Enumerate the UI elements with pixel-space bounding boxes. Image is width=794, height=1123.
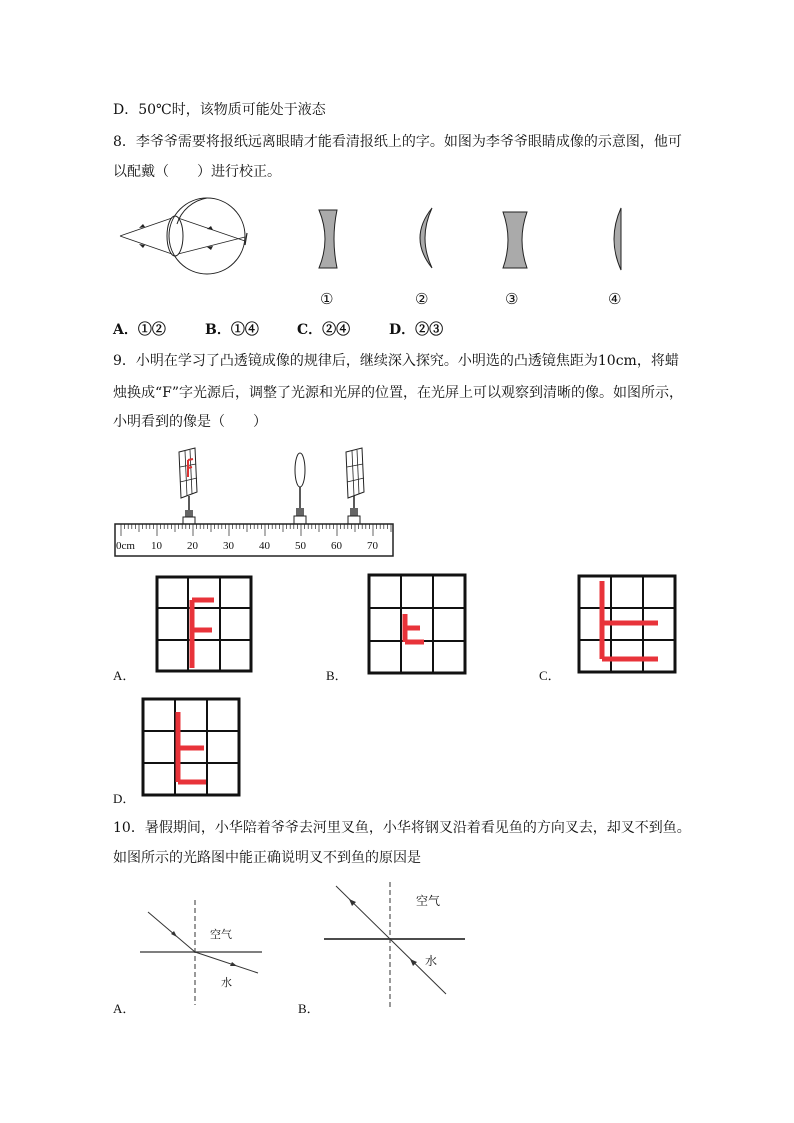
ruler-label-50: 50 [295, 540, 306, 552]
q9-option-b-grid [368, 574, 466, 674]
q9-option-d-grid [142, 698, 240, 796]
lens-label-3: ③ [505, 290, 519, 308]
ruler-label-20: 20 [187, 540, 198, 552]
q8-stem-line1: 8．李爷爷需要将报纸远离眼睛才能看清报纸上的字。如图为李爷爷眼睛成像的示意图，他可 [113, 134, 682, 150]
q8-option-b: B．①④ [205, 322, 259, 338]
q9-option-c-label: C． [539, 668, 561, 683]
q10-b-water-label: 水 [425, 954, 438, 968]
q7-option-d: D．50℃时，该物质可能处于液态 [113, 102, 326, 118]
q10-option-b-diagram [322, 882, 470, 1012]
ruler-label-70: 70 [367, 540, 378, 552]
q10-stem-line1: 10．暑假期间，小华陪着爷爷去河里叉鱼，小华将钢叉沿着看见鱼的方向叉去，却叉不到鱼。 [113, 820, 691, 836]
q9-stem-line1: 9．小明在学习了凸透镜成像的规律后，继续深入探究。小明选的凸透镜焦距为10cm，将蜡 [113, 353, 679, 369]
ruler-label-10: 10 [151, 540, 162, 552]
q10-stem-line2: 如图所示的光路图中能正确说明叉不到鱼的原因是 [113, 850, 421, 866]
q10-b-air-label: 空气 [416, 894, 441, 908]
q10-option-a-label: A． [113, 1001, 136, 1016]
ruler-label-60: 60 [331, 540, 342, 552]
ruler-label-0: 0cm [116, 540, 135, 552]
q9-stem-line2: 烛换成“F”字光源后，调整了光源和光屏的位置，在光屏上可以观察到清晰的像。如图所示， [113, 385, 684, 401]
q8-option-d: D．②③ [389, 322, 444, 338]
q10-a-water-label: 水 [221, 976, 232, 989]
ruler-label-40: 40 [259, 540, 270, 552]
q9-option-d-label: D． [113, 791, 136, 806]
q9-option-c-grid [578, 575, 676, 673]
q10-option-a-diagram [140, 900, 270, 1010]
lens-1-icon [315, 208, 345, 270]
q8-stem-line2: 以配戴（ ）进行校正。 [113, 164, 281, 180]
ruler-label-30: 30 [223, 540, 234, 552]
lens-2-icon [410, 206, 440, 270]
lens-label-2: ② [415, 290, 429, 308]
eye-diagram [115, 188, 265, 288]
q10-option-b-label: B． [298, 1001, 320, 1016]
q8-option-a: A．①② [113, 322, 166, 338]
q9-option-a-grid [156, 576, 252, 672]
lens-3-icon [500, 210, 530, 270]
lens-label-4: ④ [608, 290, 622, 308]
q9-option-b-label: B． [326, 668, 348, 683]
lens-label-1: ① [320, 290, 334, 308]
q8-option-c: C．②④ [297, 322, 351, 338]
lens-4-icon [603, 206, 633, 272]
q9-option-a-label: A． [113, 668, 136, 683]
q10-a-air-label: 空气 [210, 928, 232, 941]
q9-stem-line3: 小明看到的像是（ ） [113, 414, 267, 430]
